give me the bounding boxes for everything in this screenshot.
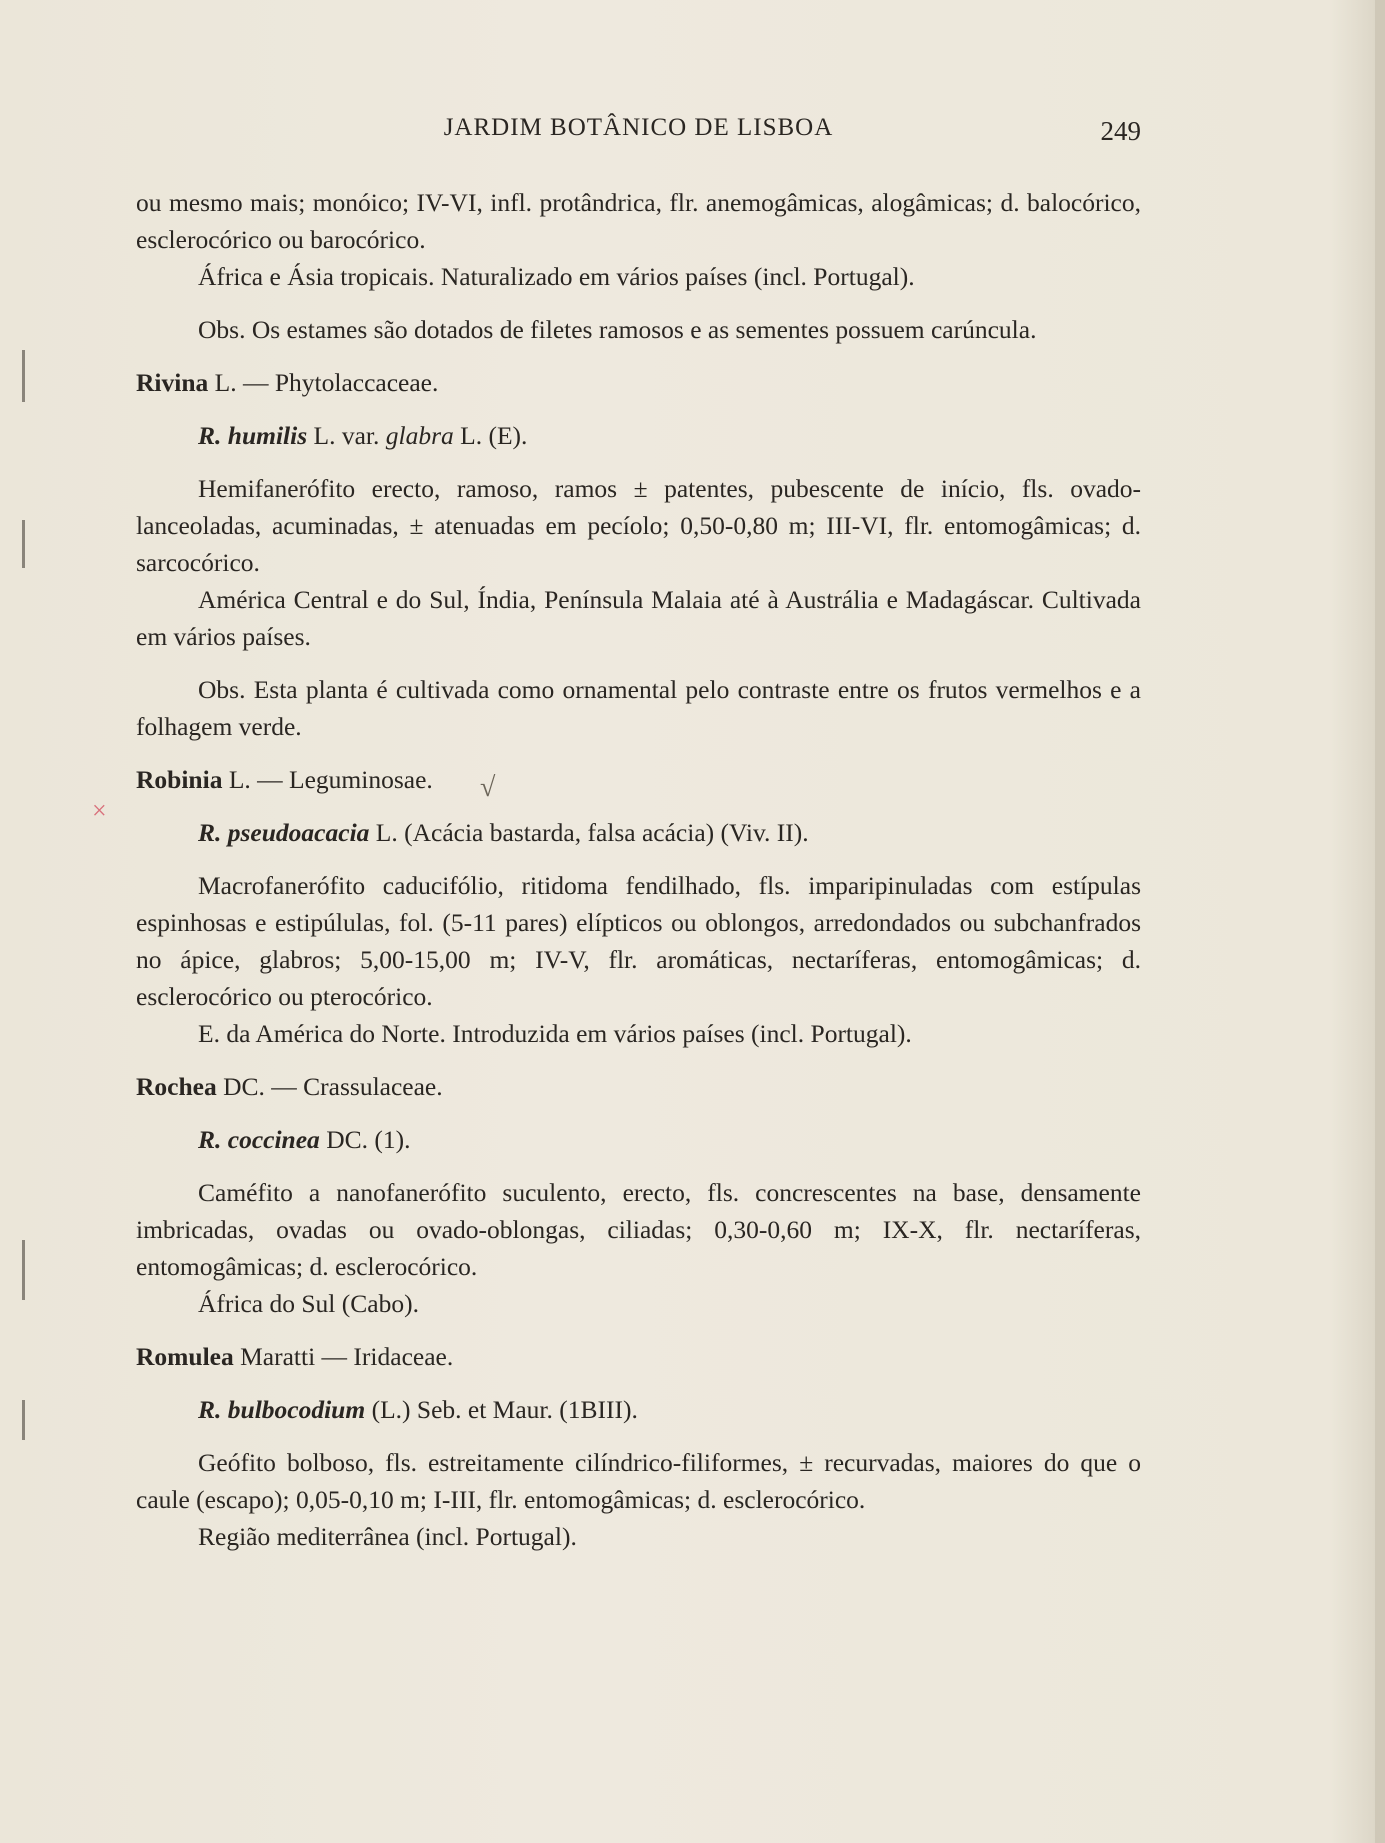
pencil-margin-line <box>22 520 25 568</box>
species-heading <box>136 814 1141 851</box>
genus-family: Maratti — Iridaceae. <box>240 1342 454 1371</box>
species-authority: L. (Acácia bastarda, falsa acácia) (Viv. II). <box>375 818 809 847</box>
genus-family: L. — Leguminosae. <box>228 765 433 794</box>
genus-heading <box>136 1338 1141 1375</box>
paragraph: Geófito bolboso, fls. estreitamente cilíndrico-filiformes, ± recurvadas, maiores do que o caule (escapo); 0,05-0,10 m; I-III, flr. entomogâmicas; d. esclerocórico. <box>136 1448 1141 1514</box>
paragraph: África do Sul (Cabo). <box>198 1289 419 1318</box>
genus-family: L. — Phytolaccaceae. <box>214 368 439 397</box>
paragraph: E. da América do Norte. Introduzida em vários países (incl. Portugal). <box>198 1019 912 1048</box>
species-name: R. bulbocodium <box>198 1395 366 1424</box>
variety-authority: L. (E). <box>460 421 528 450</box>
cross-annotation-mark: × <box>92 796 107 825</box>
paragraph: Obs. Os estames são dotados de filetes ramosos e as sementes possuem carúncula. <box>198 315 1037 344</box>
genus-heading <box>136 1068 1141 1105</box>
species-name: R. pseudoacacia <box>198 818 370 847</box>
paragraph: África e Ásia tropicais. Naturalizado em vários países (incl. Portugal). <box>198 262 915 291</box>
species-name: R. humilis <box>198 421 308 450</box>
paragraph: Macrofanerófito caducifólio, ritidoma fendilhado, fls. imparipinuladas com estípulas espinhosas e estipúlulas, fol. (5-11 pares) elípticos ou oblongos, arredondados ou subchanfrados no ápice, glabros; 5,00-15,00 m; IV-V, flr. aromáticas, nectaríferas, entomogâmicas; d. esclerocórico ou pterocórico. <box>136 871 1141 1011</box>
species-authority: (L.) Seb. et Maur. (1BIII). <box>371 1395 638 1424</box>
paragraph: Região mediterrânea (incl. Portugal). <box>198 1522 577 1551</box>
paragraph: Obs. Esta planta é cultivada como ornamental pelo contraste entre os frutos vermelhos e a folhagem verde. <box>136 675 1141 741</box>
genus-name: Rochea <box>136 1072 217 1101</box>
text-body <box>136 184 1141 1555</box>
genus-name: Romulea <box>136 1342 234 1371</box>
pencil-margin-line <box>22 350 25 402</box>
species-heading <box>136 1121 1141 1158</box>
species-heading <box>136 1391 1141 1428</box>
check-annotation-mark: √ <box>480 772 496 803</box>
species-heading <box>136 417 1141 454</box>
variety-name: glabra <box>385 421 454 450</box>
species-authority: DC. (1). <box>326 1125 411 1154</box>
genus-heading <box>136 761 1141 798</box>
paragraph: Hemifanerófito erecto, ramoso, ramos ± patentes, pubescente de início, fls. ovado-lanceoladas, acuminadas, ± atenuadas em pecíolo; 0,50-0,80 m; III-VI, flr. entomogâmicas; d. sarcocórico. <box>136 474 1141 577</box>
genus-name: Robinia <box>136 765 223 794</box>
species-name: R. coccinea <box>198 1125 320 1154</box>
paragraph: Caméfito a nanofanerófito suculento, erecto, fls. concrescentes na base, densamente imbricadas, ovadas ou ovado-oblongas, ciliadas; 0,30-0,60 m; IX-X, flr. nectaríferas, entomogâmicas; d. esclerocórico. <box>136 1178 1141 1281</box>
genus-name: Rivina <box>136 368 209 397</box>
genus-family: DC. — Crassulaceae. <box>223 1072 443 1101</box>
page-number: 249 <box>1100 116 1141 146</box>
pencil-margin-line <box>22 1400 25 1440</box>
species-authority: L. var. <box>313 421 380 450</box>
pencil-margin-line <box>22 1240 25 1300</box>
page-header <box>136 110 1141 150</box>
paragraph: ou mesmo mais; monóico; IV-VI, infl. protândrica, flr. anemogâmicas, alogâmicas; d. balocórico, esclerocórico ou barocórico. <box>136 188 1141 254</box>
page-edge <box>1375 0 1385 1843</box>
running-title: JARDIM BOTÂNICO DE LISBOA <box>443 114 834 141</box>
paragraph: América Central e do Sul, Índia, Península Malaia até à Austrália e Madagáscar. Cultivada em vários países. <box>136 585 1141 651</box>
genus-heading <box>136 364 1141 401</box>
